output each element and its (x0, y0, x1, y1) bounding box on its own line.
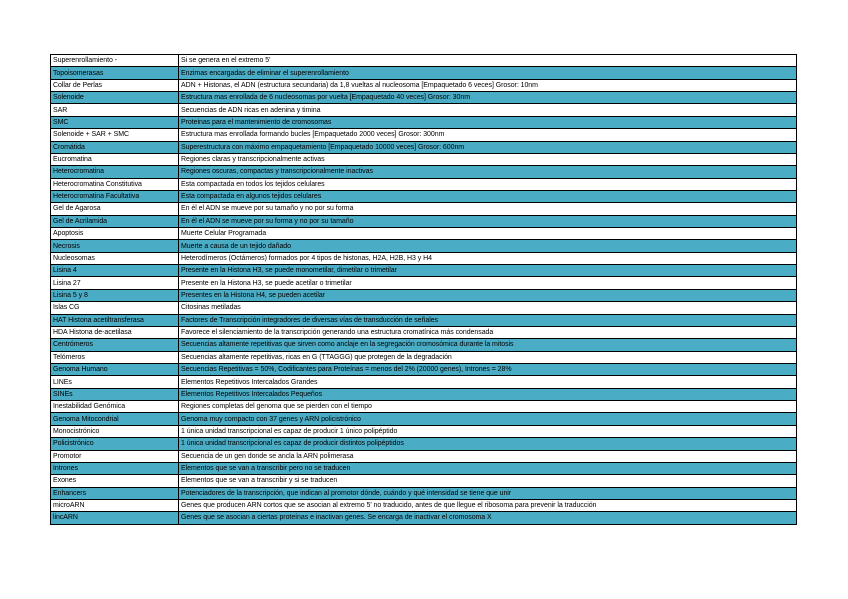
table-row (51, 203, 797, 215)
definition-cell[interactable]: En él el ADN se mueve por su tamaño y no por su forma (179, 203, 797, 215)
definition-cell[interactable]: Genes que se asocian a ciertas proteínas e inactivan genes. Se encarga de inactivar el cromosoma X (179, 512, 797, 524)
definition-cell[interactable]: Secuencia de un gen donde se ancla la ARN polimerasa (179, 450, 797, 462)
term-cell[interactable]: Lisina 27 (51, 277, 179, 289)
term-cell[interactable]: Lisina 4 (51, 265, 179, 277)
table-row (51, 228, 797, 240)
table-row (51, 363, 797, 375)
term-cell[interactable]: Solenoide + SAR + SMC (51, 129, 179, 141)
definition-cell[interactable]: Genes que producen ARN cortos que se asocian al extremo 5' no traducido, antes de que llegue el ribosoma para prevenir la traducción (179, 499, 797, 511)
table-row (51, 438, 797, 450)
table-row (51, 314, 797, 326)
table-row (51, 240, 797, 252)
definition-cell[interactable]: Secuencias Repetitivas = 50%, Codificantes para Proteínas = menos del 2% (20000 genes), Intrones = 28% (179, 363, 797, 375)
definition-cell[interactable]: Proteinas para el mantenimiento de cromosomas (179, 116, 797, 128)
term-cell[interactable]: Policistrónico (51, 438, 179, 450)
term-cell[interactable]: HDA Histona de-acetilasa (51, 326, 179, 338)
definition-cell[interactable]: Superestructura con máximo empaquetamiento [Empaquetado 10000 veces] Grosor: 600nm (179, 141, 797, 153)
table-row (51, 166, 797, 178)
term-cell[interactable]: HAT Histona acetiltransferasa (51, 314, 179, 326)
term-cell[interactable]: lincARN (51, 512, 179, 524)
table-row (51, 277, 797, 289)
table-row (51, 190, 797, 202)
definition-cell[interactable]: Muerte a causa de un tejido dañado (179, 240, 797, 252)
definition-cell[interactable]: Secuencias de ADN ricas en adenina y timina (179, 104, 797, 116)
table-row (51, 487, 797, 499)
term-cell[interactable]: Heterocromatina (51, 166, 179, 178)
term-cell[interactable]: Heterocromatina Facultativa (51, 190, 179, 202)
definition-cell[interactable]: Elementos Repetitivos Intercalados Pequeños (179, 388, 797, 400)
definition-cell[interactable]: 1 única unidad transcripcional es capaz de producir distintos polipéptidos (179, 438, 797, 450)
term-cell[interactable]: Monocistrónico (51, 425, 179, 437)
table-row (51, 462, 797, 474)
term-cell[interactable]: Exones (51, 475, 179, 487)
definition-cell[interactable]: Regiones completas del genoma que se pierden con el tiempo (179, 401, 797, 413)
definition-cell[interactable]: Elementos Repetitivos Intercalados Grandes (179, 376, 797, 388)
term-cell[interactable]: Telómeros (51, 351, 179, 363)
definition-cell[interactable]: Esta compactada en algunos tejidos celulares (179, 190, 797, 202)
term-cell[interactable]: Genoma Mitocondrial (51, 413, 179, 425)
table-row (51, 388, 797, 400)
table-row (51, 67, 797, 79)
term-cell[interactable]: Topoisomerasas (51, 67, 179, 79)
table-row (51, 450, 797, 462)
definition-cell[interactable]: Estructura mas enrollada de 6 nucleosomas por vuelta [Empaquetado 40 veces] Grosor: 30nm (179, 92, 797, 104)
definition-cell[interactable]: Secuencias altamente repetitivas, ricas en G (TTAGGG) que protegen de la degradación (179, 351, 797, 363)
table-row (51, 104, 797, 116)
table-row (51, 55, 797, 67)
table-row (51, 129, 797, 141)
table-row (51, 326, 797, 338)
definition-cell[interactable]: En él el ADN se mueve por su forma y no por su tamaño (179, 215, 797, 227)
term-cell[interactable]: Enhancers (51, 487, 179, 499)
definition-cell[interactable]: Regiones oscuras, compactas y transcripcionalmente inactivas (179, 166, 797, 178)
table-row (51, 153, 797, 165)
definition-cell[interactable]: Secuencias altamente repetitivas que sirven como anclaje en la segregación cromosómica durante la mitosis (179, 339, 797, 351)
definition-cell[interactable]: ADN + Histonas, el ADN (estructura secundaria) da 1,8 vueltas al nucleosoma [Empaquetado 6 veces] Grosor: 10nm (179, 79, 797, 91)
term-cell[interactable]: Lisina 5 y 8 (51, 289, 179, 301)
definition-cell[interactable]: Heterodímeros (Octámeros) formados por 4 tipos de histonas, H2A, H2B, H3 y H4 (179, 252, 797, 264)
definition-cell[interactable]: Estructura mas enrollada formando bucles [Empaquetado 2000 veces] Grosor: 300nm (179, 129, 797, 141)
table-row (51, 351, 797, 363)
table-row (51, 178, 797, 190)
term-cell[interactable]: Superenrollamiento - (51, 55, 179, 67)
term-cell[interactable]: Collar de Perlas (51, 79, 179, 91)
table-row (51, 499, 797, 511)
definition-cell[interactable]: Elementos que se van a transcribir pero no se traducen (179, 462, 797, 474)
table-row (51, 252, 797, 264)
term-cell[interactable]: Cromátida (51, 141, 179, 153)
table-row (51, 401, 797, 413)
definition-cell[interactable]: Factores de Transcripción integradores de diversas vías de transducción de señales (179, 314, 797, 326)
table-row (51, 376, 797, 388)
definition-cell[interactable]: Presente en la Histona H3, se puede acetilar o trimetilar (179, 277, 797, 289)
definition-cell[interactable]: Si se genera en el extremo 5' (179, 55, 797, 67)
table-row (51, 116, 797, 128)
term-cell[interactable]: Eucromatina (51, 153, 179, 165)
definition-cell[interactable]: Potenciadores de la transcripción, que indican al promotor dónde, cuándo y qué intensidad se tiene que unir (179, 487, 797, 499)
definition-cell[interactable]: Genoma muy compacto con 37 genes y ARN policistrónico (179, 413, 797, 425)
term-cell[interactable]: Nucleosomas (51, 252, 179, 264)
definition-cell[interactable]: Elementos que se van a transcribir y si se traducen (179, 475, 797, 487)
glossary-table-body (51, 55, 797, 525)
definition-cell[interactable]: Enzimas encargadas de eliminar el superenrollamiento (179, 67, 797, 79)
term-cell[interactable]: Necrosis (51, 240, 179, 252)
table-row (51, 289, 797, 301)
term-cell[interactable]: SINEs (51, 388, 179, 400)
definition-cell[interactable]: Presente en la Histona H3, se puede monometilar, dimetilar o trimetilar (179, 265, 797, 277)
definition-cell[interactable]: Presentes en la Histona H4, se pueden acetilar (179, 289, 797, 301)
term-cell[interactable]: Inestabilidad Genómica (51, 401, 179, 413)
table-row (51, 512, 797, 524)
definition-cell[interactable]: 1 única unidad transcripcional es capaz de producir 1 único polipéptido (179, 425, 797, 437)
definition-cell[interactable]: Muerte Celular Programada (179, 228, 797, 240)
term-cell[interactable]: Genoma Humano (51, 363, 179, 375)
table-row (51, 215, 797, 227)
term-cell[interactable]: Heterocromatina Constitutiva (51, 178, 179, 190)
term-cell[interactable]: microARN (51, 499, 179, 511)
table-row (51, 79, 797, 91)
table-row (51, 92, 797, 104)
table-row (51, 425, 797, 437)
term-cell[interactable]: Intrones (51, 462, 179, 474)
term-cell[interactable]: Promotor (51, 450, 179, 462)
term-cell[interactable]: Islas CG (51, 302, 179, 314)
table-row (51, 265, 797, 277)
definition-cell[interactable]: Regiones claras y transcripcionalmente activas (179, 153, 797, 165)
term-cell[interactable]: Centrómeros (51, 339, 179, 351)
term-cell[interactable]: SMC (51, 116, 179, 128)
table-row (51, 339, 797, 351)
table-row (51, 141, 797, 153)
term-cell[interactable]: Apoptosis (51, 228, 179, 240)
table-row (51, 302, 797, 314)
term-cell[interactable]: LINEs (51, 376, 179, 388)
term-cell[interactable]: Gel de Agarosa (51, 203, 179, 215)
table-row (51, 475, 797, 487)
table-row (51, 413, 797, 425)
term-cell[interactable]: SAR (51, 104, 179, 116)
definition-cell[interactable]: Favorece el silenciamiento de la transcripción generando una estructura cromatínica más condensada (179, 326, 797, 338)
term-cell[interactable]: Solenoide (51, 92, 179, 104)
definition-cell[interactable]: Citosinas metiladas (179, 302, 797, 314)
term-cell[interactable]: Gel de Acrilamida (51, 215, 179, 227)
glossary-table (50, 54, 797, 525)
definition-cell[interactable]: Esta compactada en todos los tejidos celulares (179, 178, 797, 190)
